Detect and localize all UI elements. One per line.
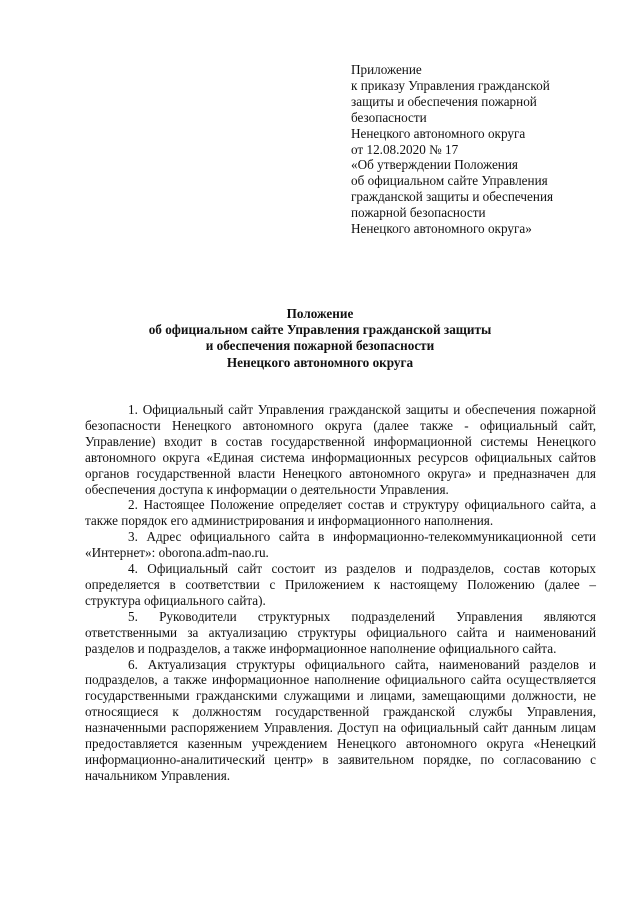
annex-line: Ненецкого автономного округа» [351,221,532,237]
title-line: Ненецкого автономного округа [226,354,414,370]
annex-line: гражданской защиты и обеспечения [351,189,554,205]
title-line: и обеспечения пожарной безопасности [205,338,435,354]
document-title [60,306,580,371]
annex-line: об официальном сайте Управления [351,173,548,189]
annex-line: от 12.08.2020 № 17 [351,141,459,157]
annex-line: Приложение [351,62,422,77]
annex-line: «Об утверждении Положения [351,157,518,173]
annex-line: Ненецкого автономного округа [351,125,526,141]
title-line: Положение [286,306,354,321]
annex-line: защиты и обеспечения пожарной [351,93,537,109]
paragraph-5: 5. Руководители структурных подразделений Управления являются ответственными за актуализацию структуры официального сайта и наименований разделов и подразделов, а также информационное наполнение официального сайта. [85,608,596,656]
document-body [85,402,596,784]
annex-line: безопасности [351,109,427,125]
paragraph-2: 2. Настоящее Положение определяет состав и структуру официального сайта, а также порядок его администрирования и информационного наполнения. [85,497,596,529]
annex-header [351,62,621,237]
annex-line: к приказу Управления гражданской [351,77,550,93]
annex-line: пожарной безопасности [351,205,486,221]
paragraph-4: 4. Официальный сайт состоит из разделов и подразделов, состав которых определяется в соответствии с Приложением к настоящему Положению (далее – структура официального сайта). [85,561,596,608]
title-line: об официальном сайте Управления гражданской защиты [148,322,492,338]
paragraph-3: 3. Адрес официального сайта в информационно-телекоммуникационной сети «Интернет»: oborona.adm-nao.ru. [85,529,596,561]
paragraph-1: 1. Официальный сайт Управления гражданской защиты и обеспечения пожарной безопасности Ненецкого автономного округа (далее также - официальный сайт, Управление) входит в состав государственной информационной системы Ненецкого автономного округа «Единая система информационных ресурсов официальных сайтов органов государственной власти Ненецкого автономного округа» и предназначен для обеспечения доступа к информации о деятельности Управления. [85,402,596,497]
paragraph-6: 6. Актуализация структуры официального сайта, наименований разделов и подразделов, а также информационное наполнение официального сайта осуществляется государственными гражданскими служащими и лицами, замещающими должности, не относящиеся к должностям государственной гражданской службы Управления, назначенными распоряжением Управления. Доступ на официальный сайт данным лицам предоставляется казенным учреждением Ненецкого автономного округа «Ненецкий информационно-аналитический центр» в заявительном порядке, по согласованию с начальником Управления. [85,656,596,783]
